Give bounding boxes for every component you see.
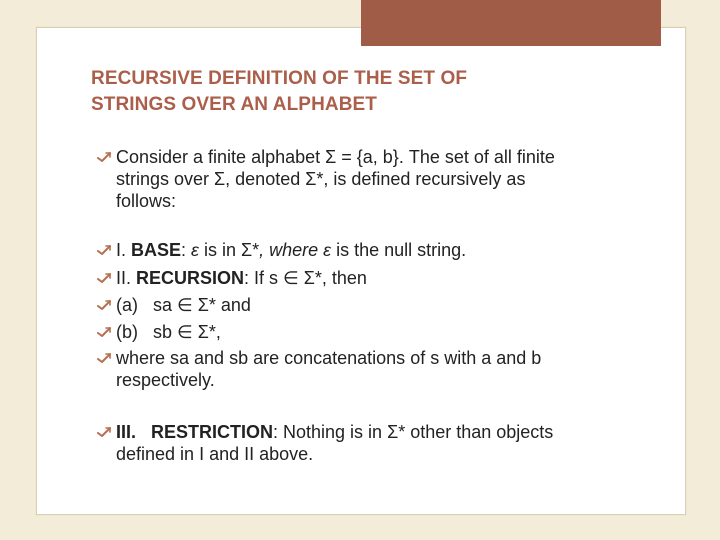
- consider-line-2: strings over Σ, denoted Σ*, is defined recursively as: [116, 169, 526, 189]
- recursion-prefix: II.: [116, 268, 137, 288]
- recursion-label: RECURSION: [136, 268, 245, 288]
- epsilon-symbol-2: ε: [323, 240, 332, 260]
- slide-title: [91, 66, 651, 118]
- accent-bar: [361, 0, 661, 46]
- restriction-rest: : Nothing is in Σ* other than objects: [273, 422, 554, 442]
- case-b-text: (b) sb ∈ Σ*,: [116, 322, 221, 342]
- base-rest: is the null string.: [331, 240, 467, 260]
- sigma-star: Σ*: [240, 240, 260, 260]
- restriction-line-2: defined in I and II above.: [116, 444, 314, 464]
- checkmark-arrow-icon: [97, 149, 112, 164]
- recursion-rest: : If s ∈ Σ*, then: [244, 268, 367, 288]
- checkmark-arrow-icon: [97, 324, 112, 339]
- consider-line-1: Consider a finite alphabet Σ = {a, b}. The set of all finite: [116, 147, 555, 167]
- where-line-2: respectively.: [116, 370, 215, 390]
- base-colon: :: [181, 240, 192, 260]
- base-prefix: I.: [116, 240, 132, 260]
- base-label: BASE: [131, 240, 182, 260]
- slide-title-line-1: RECURSIVE DEFINITION OF THE SET OF: [91, 68, 468, 89]
- where-line-1: where sa and sb are concatenations of s with a and b: [116, 348, 542, 368]
- checkmark-arrow-icon: [97, 270, 112, 285]
- consider-line-3: follows:: [116, 191, 177, 211]
- restriction-label: III. RESTRICTION: [116, 422, 274, 442]
- base-mid: is in: [198, 240, 241, 260]
- checkmark-arrow-icon: [97, 297, 112, 312]
- checkmark-arrow-icon: [97, 242, 112, 257]
- case-a-text: (a) sa ∈ Σ* and: [116, 295, 251, 315]
- checkmark-arrow-icon: [97, 350, 112, 365]
- base-where: , where: [259, 240, 324, 260]
- checkmark-arrow-icon: [97, 424, 112, 439]
- epsilon-symbol: ε: [191, 240, 199, 260]
- slide-title-line-2: STRINGS OVER AN ALPHABET: [91, 94, 378, 115]
